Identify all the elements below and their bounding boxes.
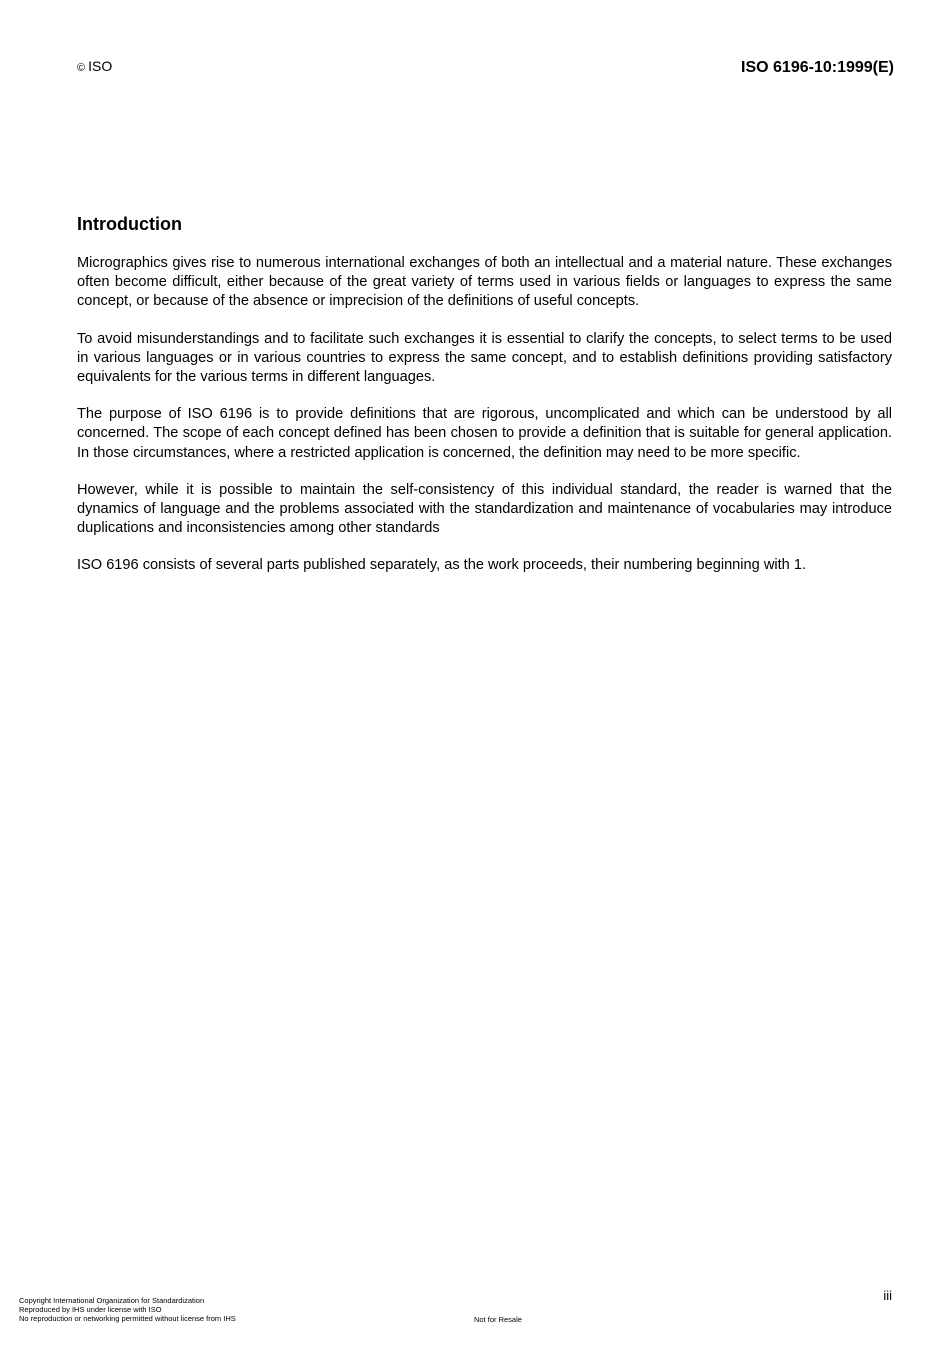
paragraph: Micrographics gives rise to numerous international exchanges of both an intellectual and a material nature. These exchanges often become difficult, either because of the great variety of terms used in various fields or languages to express the same concept, or because of the absence or imprecision of the definitions of useful concepts. [77, 255, 892, 310]
paragraph: ISO 6196 consists of several parts published separately, as the work proceeds, their numbering beginning with 1. [77, 557, 807, 574]
paragraph: The purpose of ISO 6196 is to provide definitions that are rigorous, uncomplicated and which can be understood by all concerned. The scope of each concept defined has been chosen to provide a definition that is suitable for general application. In those circumstances, where a restricted application is concerned, the definition may need to be more specific. [77, 406, 892, 461]
footer-line: Copyright International Organization for Standardization [19, 1296, 205, 1305]
paragraph: However, while it is possible to maintain the self-consistency of this individual standard, the reader is warned that the dynamics of language and the problems associated with the standardization and maintenance of vocabularies may introduce duplications and inconsistencies among other standards [77, 481, 892, 537]
footer-line: No reproduction or networking permitted without license from IHS [19, 1314, 236, 1323]
footer-line: Reproduced by IHS under license with ISO [19, 1305, 162, 1314]
copyright-symbol: © [77, 62, 86, 74]
section-title: Introduction [77, 214, 182, 234]
paragraph: To avoid misunderstandings and to facilitate such exchanges it is essential to clarify the concepts, to select terms to be used in various languages or in various countries to express the same concept, and to establish definitions providing satisfactory equivalents for the various terms in different languages. [77, 330, 892, 386]
header-copyright [77, 58, 112, 74]
header-org: ISO [88, 58, 113, 74]
footer-copyright [19, 1296, 236, 1323]
document-id: ISO 6196-10:1999(E) [741, 59, 894, 76]
footer-resale-note: Not for Resale [474, 1315, 522, 1324]
page-number: iii [883, 1288, 892, 1303]
introduction-section [77, 214, 892, 594]
